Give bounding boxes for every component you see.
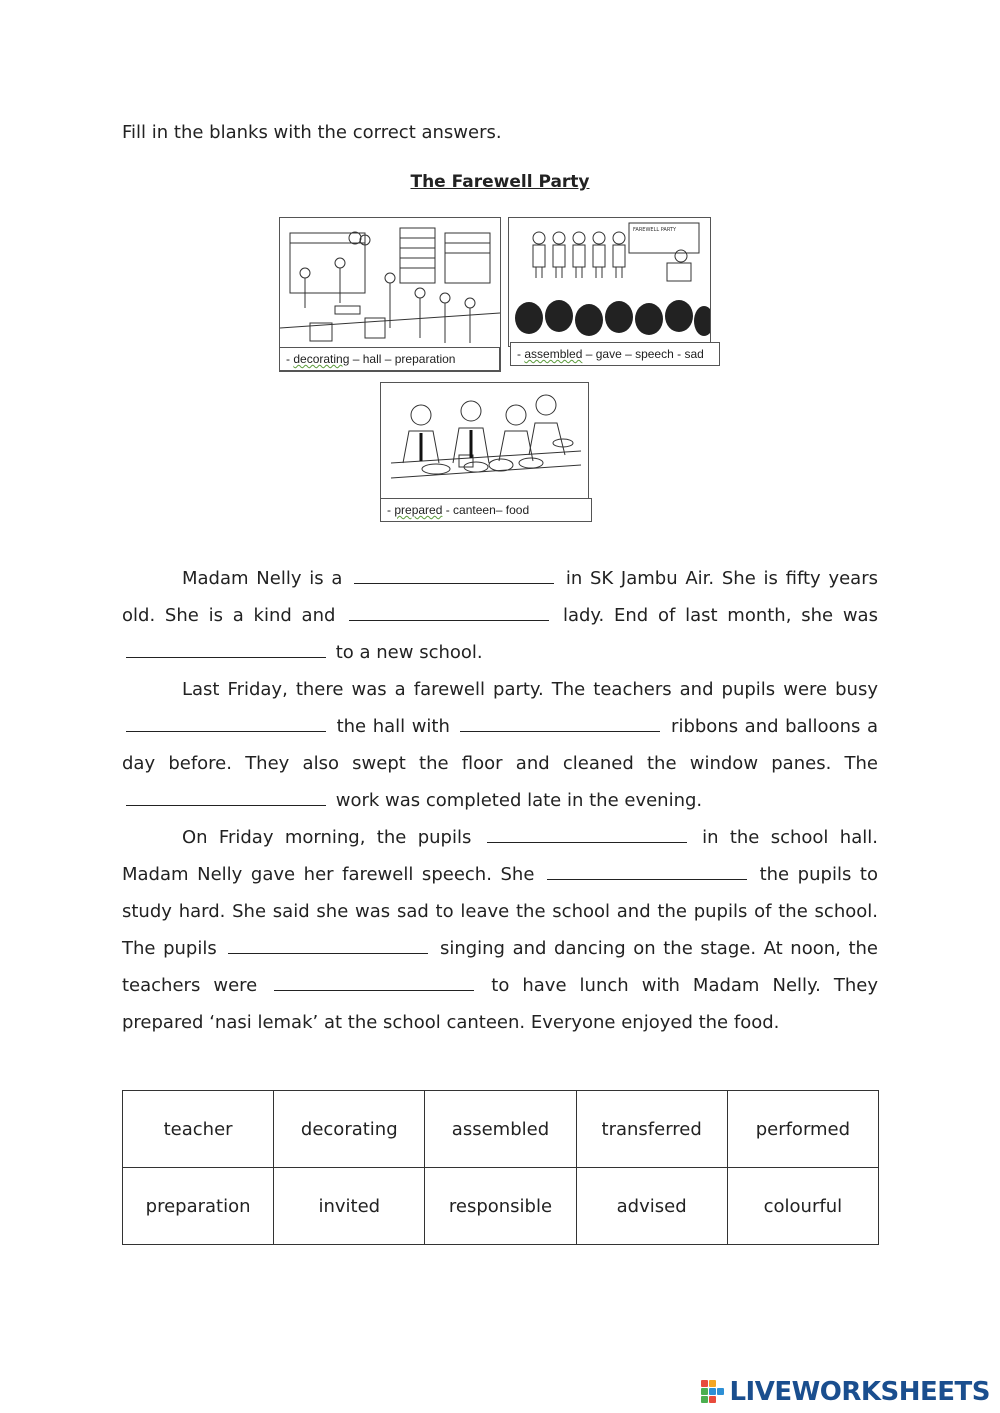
caption-keyword: decorating — [293, 352, 350, 366]
answer-blank-10[interactable] — [274, 972, 474, 991]
word-bank-cell: advised — [576, 1168, 727, 1245]
poster-text: FAREWELL PARTY — [633, 227, 677, 233]
answer-blank-5[interactable] — [460, 713, 660, 732]
liveworksheets-logo[interactable] — [701, 1377, 990, 1407]
word-bank-cell: invited — [274, 1168, 425, 1245]
story-text: in SK Jambu Air. She is fifty years old. She is a kind and — [122, 568, 878, 626]
caption-keyword: prepared — [394, 503, 443, 517]
caption-rest: – hall – preparation — [349, 352, 456, 366]
paragraph-3 — [122, 819, 878, 1041]
answer-blank-9[interactable] — [228, 935, 428, 954]
story-text: to a new school. — [335, 642, 483, 663]
caption-rest: – gave – speech - sad — [582, 347, 704, 361]
story-text: Last Friday, there was a farewell party. The teachers and pupils were busy — [182, 679, 878, 700]
answer-blank-8[interactable] — [547, 861, 747, 880]
instruction-text: Fill in the blanks with the correct answers. — [122, 122, 502, 143]
liveworksheets-icon — [701, 1380, 725, 1404]
story-text: Madam Nelly is a — [182, 568, 343, 589]
picture-caption-2 — [510, 342, 720, 366]
word-bank-cell: colourful — [727, 1168, 878, 1245]
caption-prefix: - — [387, 503, 395, 517]
answer-blank-3[interactable] — [126, 639, 326, 658]
word-bank-table — [122, 1090, 879, 1245]
word-bank-cell: teacher — [123, 1091, 274, 1168]
answer-blank-6[interactable] — [126, 787, 326, 806]
answer-blank-1[interactable] — [354, 565, 554, 584]
story-text: singing and dancing on the stage. At noon, the teachers were — [122, 938, 879, 996]
answer-blank-2[interactable] — [349, 602, 549, 621]
word-bank-cell: transferred — [576, 1091, 727, 1168]
paragraph-1 — [122, 560, 878, 671]
story-text: in the school hall. Madam Nelly gave her farewell speech. She — [122, 827, 878, 885]
answer-blank-7[interactable] — [487, 824, 687, 843]
word-bank-cell: responsible — [425, 1168, 576, 1245]
word-bank-cell: performed — [727, 1091, 878, 1168]
word-bank-row — [123, 1168, 879, 1245]
paragraph-2 — [122, 671, 878, 819]
story-text: work was completed late in the evening. — [335, 790, 703, 811]
word-bank-cell: decorating — [274, 1091, 425, 1168]
picture-caption-3 — [380, 498, 592, 522]
caption-prefix: - — [286, 352, 294, 366]
story-text: the pupils to study hard. She said she was sad to leave the school and the pupils of the school. The pupils — [122, 864, 878, 959]
story-text: ribbons and balloons a day before. They also swept the floor and cleaned the window panes. The — [122, 716, 878, 774]
story-text: the hall with — [336, 716, 450, 737]
word-bank-cell: assembled — [425, 1091, 576, 1168]
caption-rest: - canteen– food — [442, 503, 530, 517]
story-text: On Friday morning, the pupils — [182, 827, 472, 848]
worksheet-title: The Farewell Party — [410, 172, 590, 192]
word-bank-cell: preparation — [123, 1168, 274, 1245]
picture-assembly-speech — [508, 217, 711, 347]
picture-caption-1 — [279, 347, 500, 371]
story-text: to have lunch with Madam Nelly. They prepared ‘nasi lemak’ at the school canteen. Everyone enjoyed the food. — [122, 975, 878, 1033]
answer-blank-4[interactable] — [126, 713, 326, 732]
caption-keyword: assembled — [524, 347, 583, 361]
word-bank-row — [123, 1091, 879, 1168]
caption-prefix: - — [517, 347, 525, 361]
brand-name: LIVEWORKSHEETS — [729, 1377, 990, 1407]
story-passage — [122, 560, 878, 1041]
story-text: lady. End of last month, she was — [562, 605, 878, 626]
picture-canteen-lunch — [380, 382, 589, 502]
